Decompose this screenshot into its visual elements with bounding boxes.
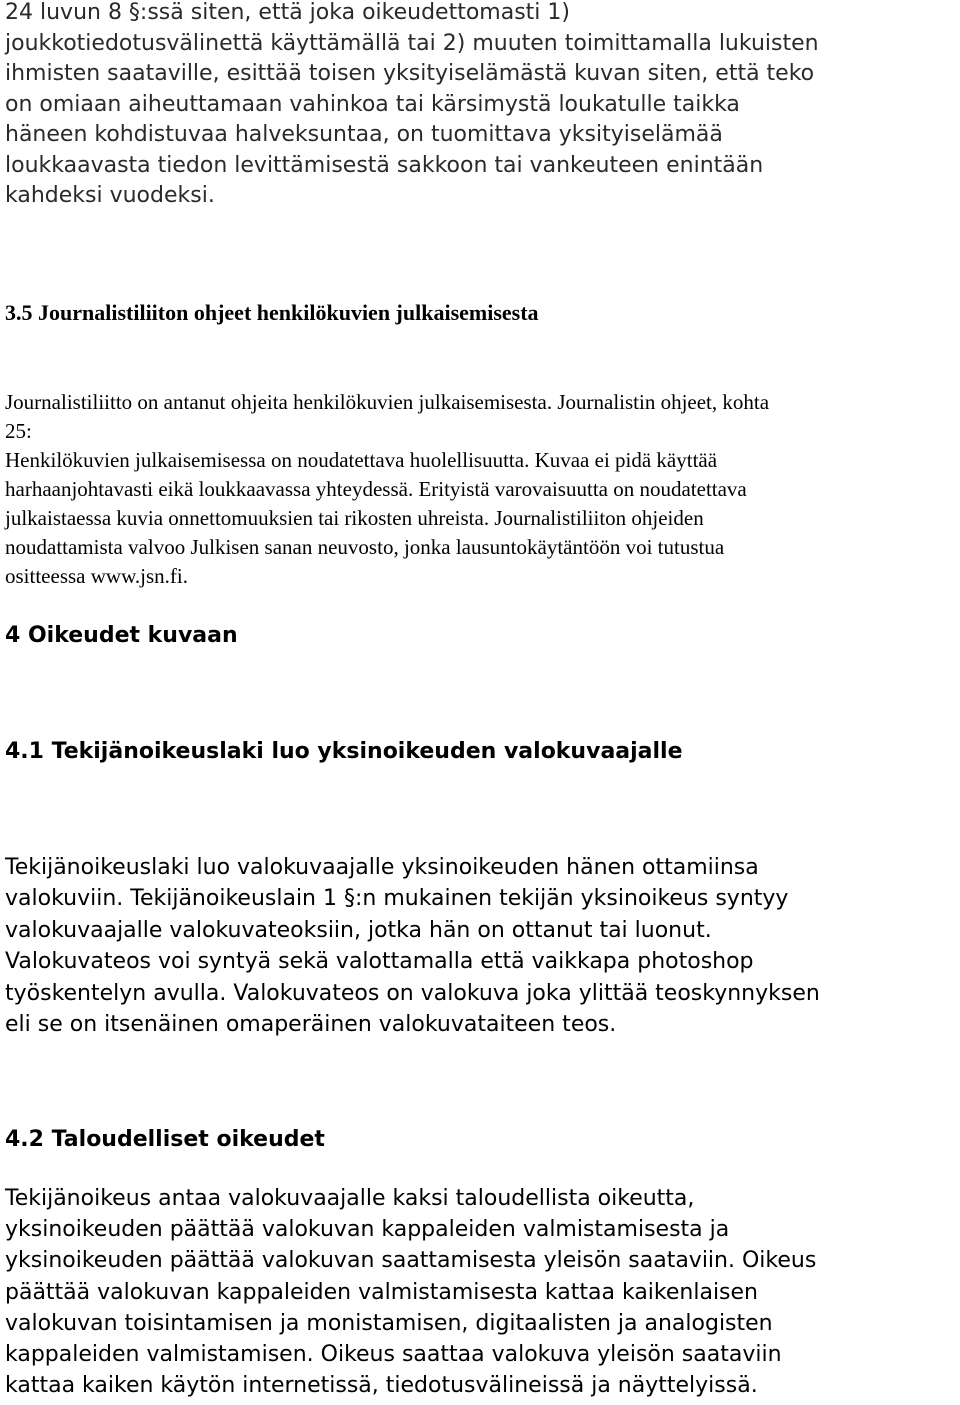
text-line: valokuvaajalle valokuvateoksiin, jotka hän on ottanut tai luonut. <box>5 918 712 943</box>
text-line: ihmisten saataville, esittää toisen yksityiselämästä kuvan siten, että teko <box>5 61 815 86</box>
text-line: 24 luvun 8 §:ssä siten, että joka oikeudettomasti 1) <box>5 0 570 25</box>
text-line: valokuvan toisintamisen ja monistamisen, digitaalisten ja analogisten <box>5 1311 773 1336</box>
text-line: valokuviin. Tekijänoikeuslain 1 §:n mukainen tekijän yksinoikeus syntyy <box>5 886 789 911</box>
text-line: häneen kohdistuvaa halveksuntaa, on tuomittava yksityiselämää <box>5 122 723 147</box>
text-line: joukkotiedotusvälinettä käyttämällä tai 2) muuten toimittamalla lukuisten <box>5 31 819 56</box>
section-heading-4-2: 4.2 Taloudelliset oikeudet <box>5 1127 325 1152</box>
section-heading-4: 4 Oikeudet kuvaan <box>5 623 238 648</box>
text-line: päättää valokuvan kappaleiden valmistamisesta kattaa kaikenlaisen <box>5 1280 758 1305</box>
text-line: työskentelyn avulla. Valokuvateos on valokuva joka ylittää teoskynnyksen <box>5 981 820 1006</box>
text-line: Valokuvateos voi syntyä sekä valottamalla että vaikkapa photoshop <box>5 949 754 974</box>
text-line: ositteessa www.jsn.fi. <box>5 564 188 588</box>
text-line: Henkilökuvien julkaisemisessa on noudatettava huolellisuutta. Kuvaa ei pidä käyttää <box>5 448 718 472</box>
section-heading-4-1: 4.1 Tekijänoikeuslaki luo yksinoikeuden valokuvaajalle <box>5 739 683 764</box>
text-line: kattaa kaiken käytön internetissä, tiedotusvälineissä ja näyttelyissä. <box>5 1373 758 1398</box>
text-line: kahdeksi vuodeksi. <box>5 183 215 208</box>
text-line: on omiaan aiheuttamaan vahinkoa tai kärsimystä loukatulle taikka <box>5 92 740 117</box>
text-line: loukkaavasta tiedon levittämisestä sakkoon tai vankeuteen enintään <box>5 153 764 178</box>
text-line: Tekijänoikeuslaki luo valokuvaajalle yksinoikeuden hänen ottamiinsa <box>5 855 759 880</box>
text-line: harhaanjohtavasti eikä loukkaavassa yhteydessä. Erityistä varovaisuutta on noudatettava <box>5 477 747 501</box>
text-line: yksinoikeuden päättää valokuvan kappaleiden valmistamisesta ja <box>5 1217 730 1242</box>
text-line: Tekijänoikeus antaa valokuvaajalle kaksi taloudellista oikeutta, <box>5 1186 695 1211</box>
text-line: eli se on itsenäinen omaperäinen valokuvataiteen teos. <box>5 1012 617 1037</box>
text-line: julkaistaessa kuvia onnettomuuksien tai rikosten uhreista. Journalistiliiton ohjeiden <box>5 506 704 530</box>
text-line: Journalistiliitto on antanut ohjeita henkilökuvien julkaisemisesta. Journalistin ohjeet, kohta <box>5 390 770 414</box>
text-line: noudattamista valvoo Julkisen sanan neuvosto, jonka lausuntokäytäntöön voi tutustua <box>5 535 725 559</box>
text-line: 25: <box>5 419 32 443</box>
section-heading-3-5: 3.5 Journalistiliiton ohjeet henkilökuvien julkaisemisesta <box>5 300 539 325</box>
text-line: kappaleiden valmistamisen. Oikeus saattaa valokuva yleisön saataviin <box>5 1342 782 1367</box>
text-line: yksinoikeuden päättää valokuvan saattamisesta yleisön saataviin. Oikeus <box>5 1248 817 1273</box>
